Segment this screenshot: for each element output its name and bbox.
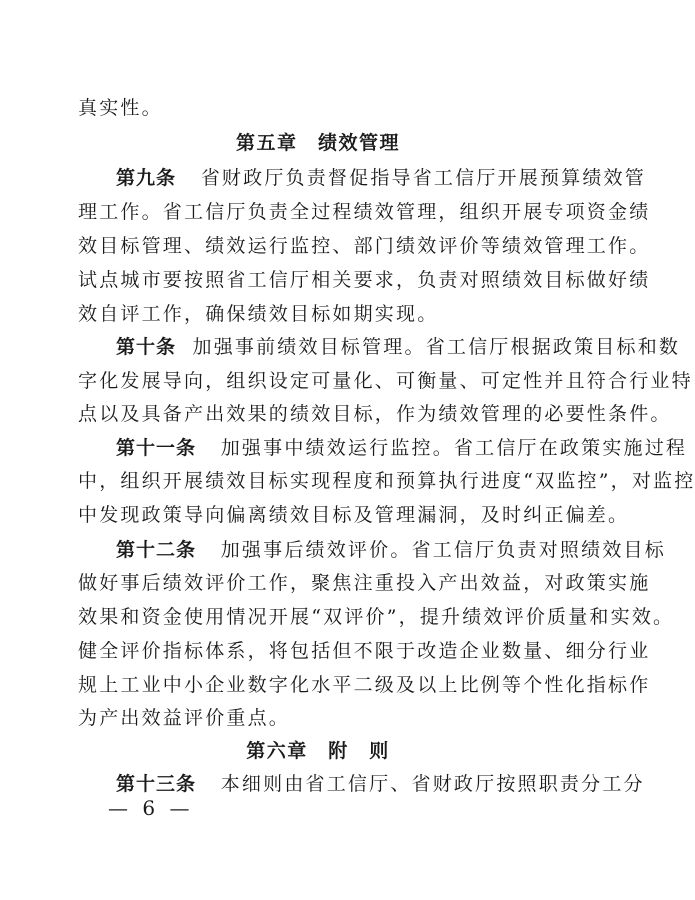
article-10-label: 第十条 bbox=[116, 336, 177, 358]
article-11-line-2: 中，组织开展绩效目标实现程度和预算执行进度“双监控”，对监控 bbox=[78, 470, 695, 492]
page-number: — 6 — bbox=[108, 796, 194, 820]
article-11-text: 加强事中绩效运行监控。省工信厅在政策实施过程 bbox=[220, 437, 688, 459]
article-9-line-4: 试点城市要按照省工信厅相关要求，负责对照绩效目标做好绩 bbox=[78, 269, 651, 291]
article-10-line-3: 点以及具备产出效果的绩效目标，作为绩效管理的必要性条件。 bbox=[78, 403, 672, 425]
article-12-line-1 bbox=[116, 538, 666, 562]
article-12-text: 加强事后绩效评价。省工信厅负责对照绩效目标 bbox=[220, 539, 666, 561]
article-9-line-1 bbox=[116, 166, 646, 190]
article-12-line-5: 规上工业中小企业数字化水平二级及以上比例等个性化指标作 bbox=[78, 674, 651, 696]
carryover-text: 真实性。 bbox=[78, 97, 163, 119]
article-13-label: 第十三条 bbox=[116, 773, 197, 795]
article-9-line-2: 理工作。省工信厅负责全过程绩效管理，组织开展专项资金绩 bbox=[78, 201, 651, 223]
article-11-line-1 bbox=[116, 436, 688, 460]
article-12-line-2: 做好事后绩效评价工作，聚焦注重投入产出效益，对政策实施 bbox=[78, 572, 651, 594]
article-9-line-3: 效目标管理、绩效运行监控、部门绩效评价等绩效管理工作。 bbox=[78, 235, 651, 257]
article-9-text: 省财政厅负责督促指导省工信厅开展预算绩效管 bbox=[200, 167, 646, 189]
article-11-label: 第十一条 bbox=[116, 437, 197, 459]
article-13-line-1 bbox=[116, 772, 645, 796]
chapter-6-heading: 第六章 附 则 bbox=[246, 740, 390, 762]
article-12-label: 第十二条 bbox=[116, 539, 197, 561]
article-12-line-3: 效果和资金使用情况开展“双评价”，提升绩效评价质量和实效。 bbox=[78, 606, 675, 628]
article-10-line-2: 字化发展导向，组织设定可量化、可衡量、可定性并且符合行业特 bbox=[78, 370, 693, 392]
article-10-text: 加强事前绩效目标管理。省工信厅根据政策目标和数 bbox=[192, 336, 681, 358]
chapter-5-heading: 第五章 绩效管理 bbox=[235, 132, 400, 154]
article-12-line-4: 健全评价指标体系，将包括但不限于改造企业数量、细分行业 bbox=[78, 640, 651, 662]
article-12-line-6: 为产出效益评价重点。 bbox=[78, 707, 291, 729]
article-9-label: 第九条 bbox=[116, 167, 177, 189]
article-13-text: 本细则由省工信厅、省财政厅按照职责分工分 bbox=[220, 773, 645, 795]
article-11-line-3: 中发现政策导向偏离绩效目标及管理漏洞，及时纠正偏差。 bbox=[78, 504, 630, 526]
article-9-line-5: 效自评工作，确保绩效目标如期实现。 bbox=[78, 303, 439, 325]
article-10-line-1 bbox=[116, 335, 681, 359]
